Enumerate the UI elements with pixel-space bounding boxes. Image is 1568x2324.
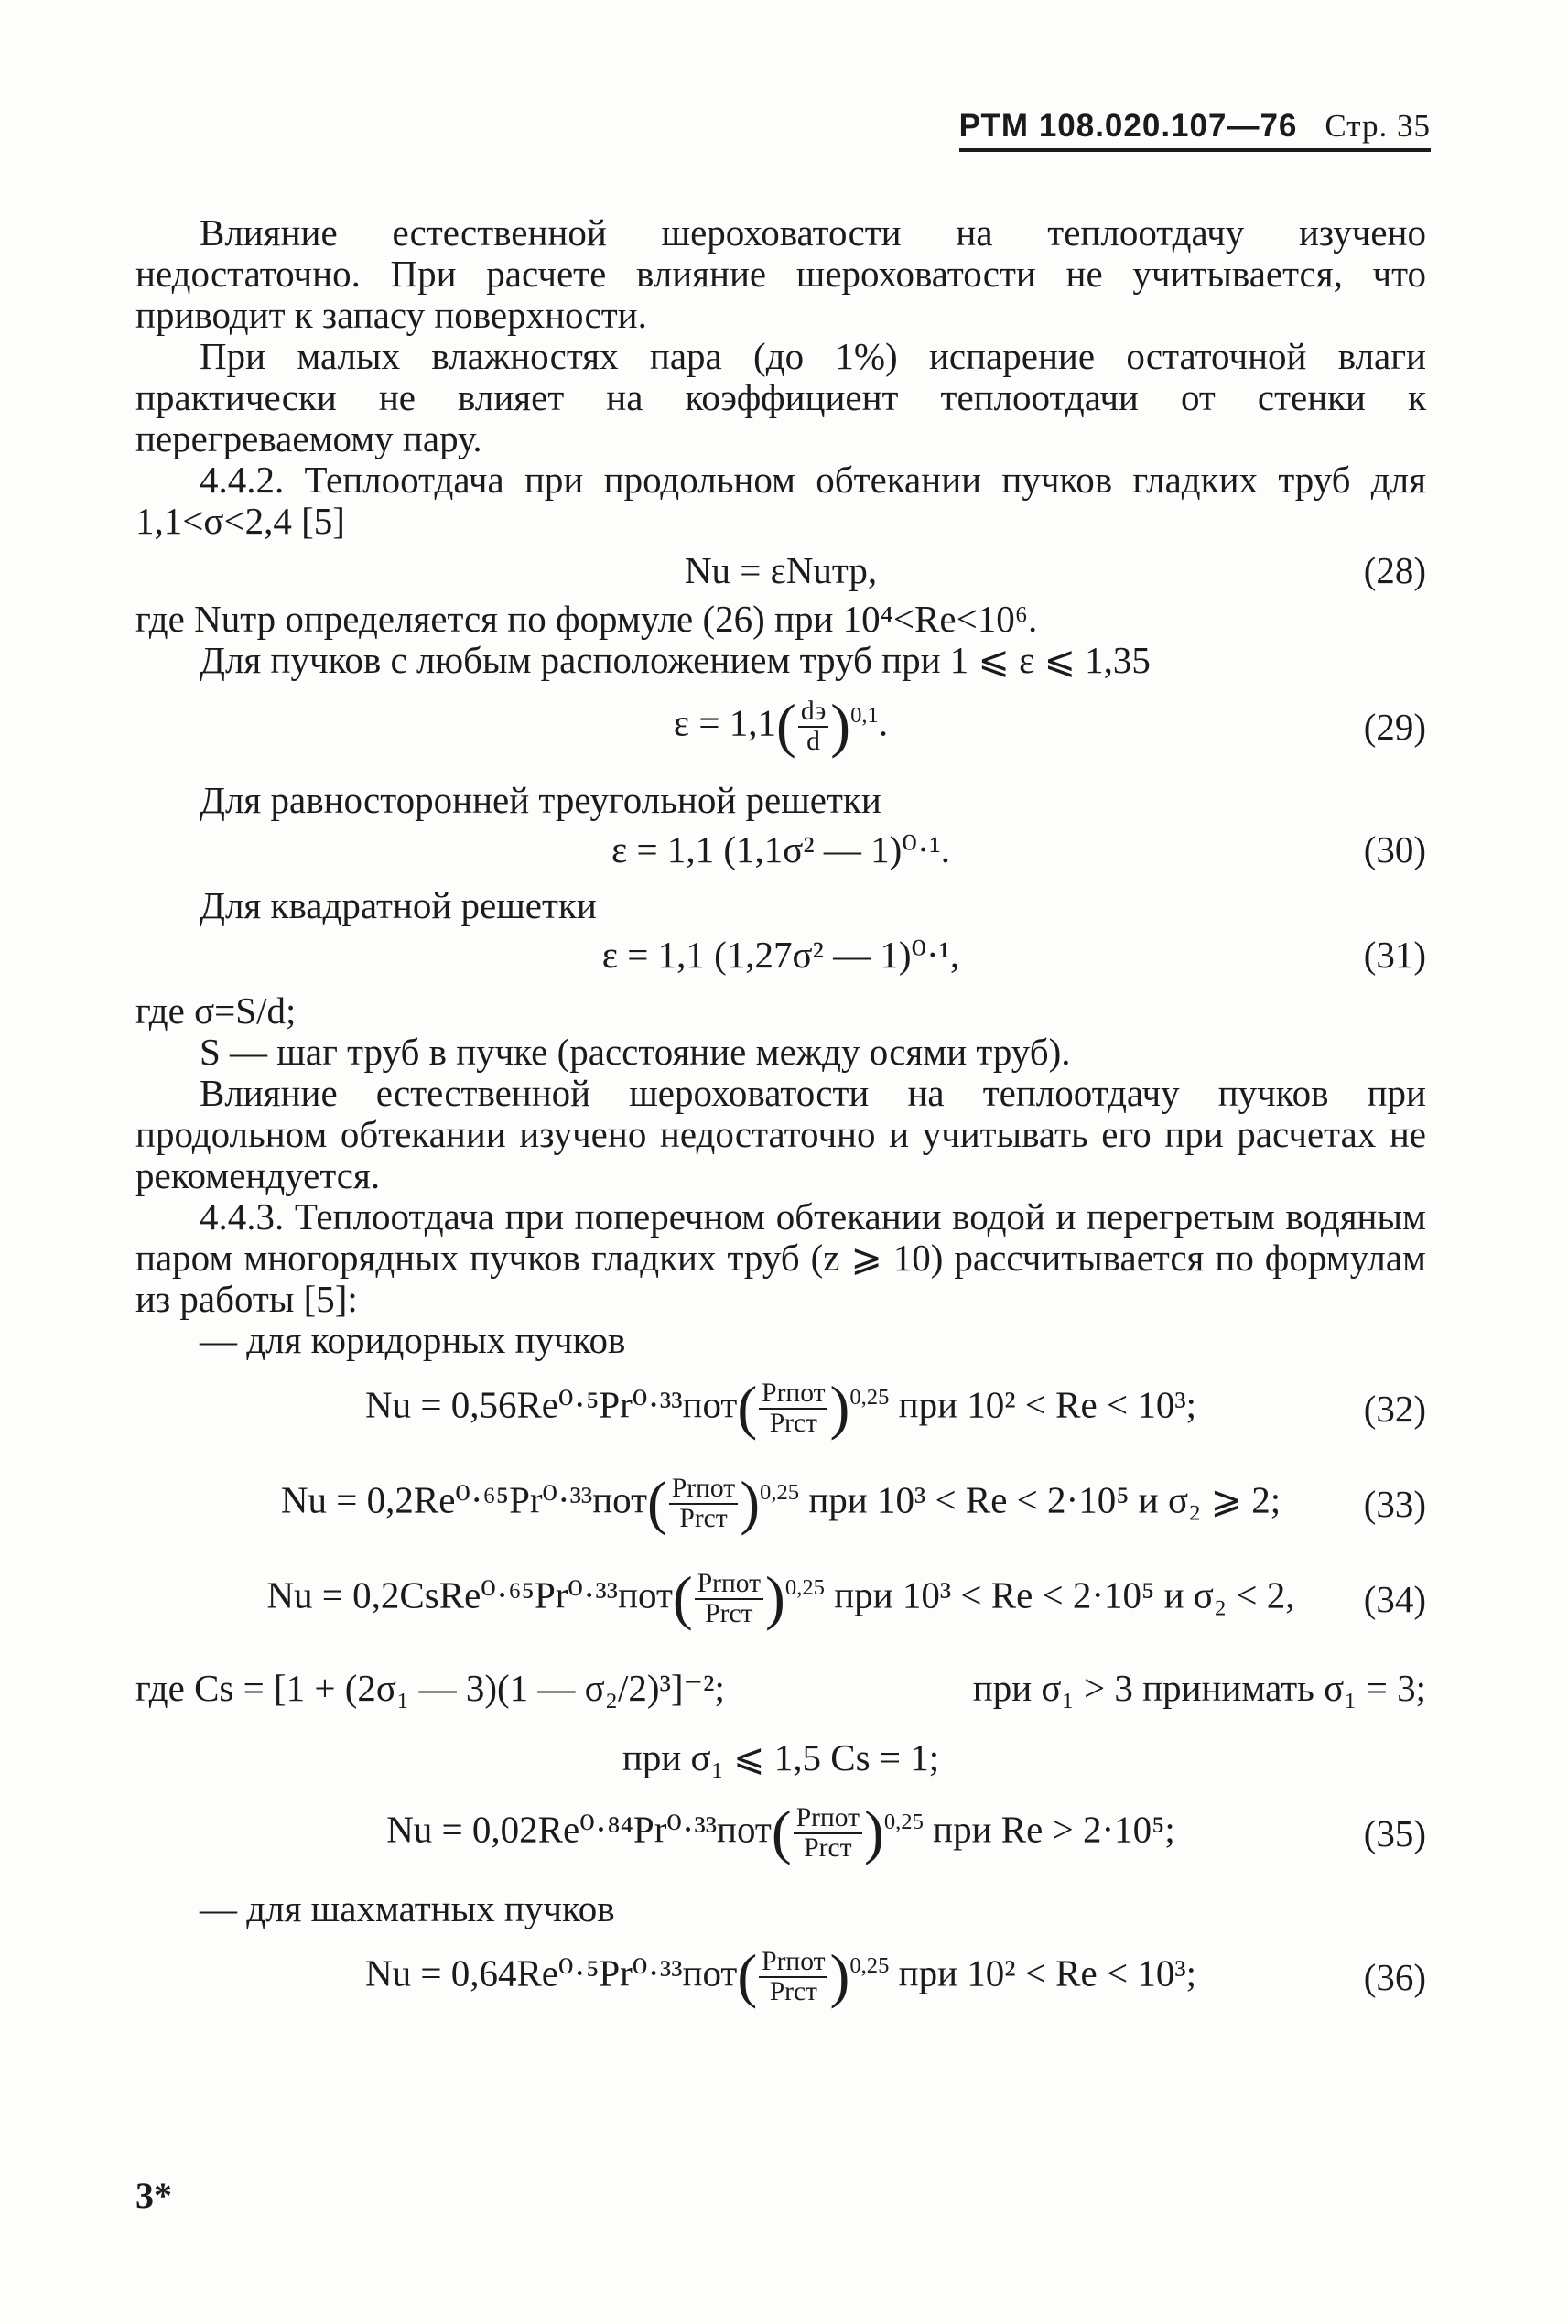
equation-number: (33) [1363, 1482, 1426, 1525]
doc-code: РТМ 108.020.107—76 [958, 108, 1298, 144]
equation-lhs: Nu = 0,2Re⁰·⁶⁵Pr⁰·³³пот [280, 1478, 648, 1521]
equation-number: (31) [1363, 933, 1426, 976]
fraction: $\frac{\text{Prпот}}{\text{Prст}}$ [695, 1570, 763, 1628]
equation-30 [135, 821, 1426, 878]
exponent: 0,25 [849, 1952, 890, 1978]
equation-number: (28) [1363, 548, 1426, 591]
paragraph-roughness: Влияние естественной шероховатости на теплоотдачу изучено недостаточно. При расчете влияние шероховатости не учитывается, что приводит к запасу поверхности. [135, 211, 1426, 336]
exponent: 0,25 [760, 1479, 800, 1505]
fraction-denominator: d [806, 727, 820, 756]
exponent: 0,25 [883, 1809, 924, 1834]
section-4-4-3: 4.4.3. Теплоотдача при поперечном обтекании водой и перегретым водяным паром многорядных пучков гладких труб (z ⩾ 10) рассчитывается по формулам из работы [5]: [135, 1195, 1426, 1320]
section-4-4-2: 4.4.2. Теплоотдача при продольном обтекании пучков гладких труб для 1,1<σ<2,4 [5] [135, 459, 1426, 542]
page-body [135, 212, 1426, 2025]
signature-mark: 3* [135, 2175, 172, 2216]
paragraph-corridor: — для коридорных пучков [200, 1319, 626, 1361]
equation-condition: при 10³ < Re < 2·10⁵ и σ₂ < 2, [834, 1573, 1295, 1616]
equation-31 [135, 926, 1426, 983]
equation-32: Nu = 0,56Re⁰·⁵Pr⁰·³³пот( $\frac{\text{Prпот}}{\text{Prст}}$ )$^{0,25}$ при 10² < Re < 10³; (32) [364, 1375, 1426, 1442]
exponent: 0,25 [784, 1574, 825, 1600]
equation-number: (36) [1363, 1955, 1426, 1998]
exponent: 0,25 [849, 1384, 890, 1410]
paragraph-s-def: S — шаг труб в пучке (расстояние между осями труб). [200, 1031, 1071, 1073]
paragraph-square: Для квадратной решетки [200, 884, 597, 926]
cs-condition: при σ₁ > 3 принимать σ₁ = 3; [972, 1666, 1426, 1709]
equation-33: Nu = 0,2Re⁰·⁶⁵Pr⁰·³³пот( $\frac{\text{Prпот}}{\text{Prст}}$ )$^{0,25}$ при 10³ < Re < 2·10⁵ и σ₂ ⩾ 2; (33) [280, 1470, 1426, 1537]
paragraph-any-layout: Для пучков с любым расположением труб при 1 ⩽ ε ⩽ 1,35 [200, 639, 1151, 681]
paragraph-nutr: где Nuтр определяется по формуле (26) при 10⁴<Re<10⁶. [135, 598, 1038, 640]
equation-36: Nu = 0,64Re⁰·⁵Pr⁰·³³пот( $\frac{\text{Prпот}}{\text{Prст}}$ )$^{0,25}$ при 10² < Re < 10³; (36) [364, 1943, 1426, 2010]
equation-number: (29) [1363, 705, 1426, 748]
equation-lhs: Nu = 0,2CsRe⁰·⁶⁵Pr⁰·³³пот [266, 1573, 673, 1616]
paragraph-sigma-def: где σ=S/d; [135, 989, 297, 1032]
running-header [959, 108, 1431, 152]
exponent: 0,1 [850, 702, 879, 728]
equation-number: (34) [1363, 1577, 1426, 1620]
fraction: $\frac{\text{Prпот}}{\text{Prст}}$ [669, 1475, 738, 1533]
cs-definition [135, 1647, 1426, 1729]
equation-number: (35) [1363, 1811, 1426, 1854]
fraction: $\frac{\text{Prпот}}{\text{Prст}}$ [759, 1948, 827, 2006]
paragraph-staggered: — для шахматных пучков [200, 1887, 615, 1929]
cs-formula: где Cs = [1 + (2σ₁ — 3)(1 — σ₂/2)³]⁻²; [135, 1666, 725, 1709]
equation-lhs: ε = 1,1 [673, 701, 776, 744]
equation-formula: ε = 1,1 (1,27σ² — 1)⁰·¹, [601, 933, 960, 976]
fraction-numerator: dэ [798, 697, 828, 728]
cs-definition-2: при σ₁ ⩽ 1,5 Cs = 1; [622, 1735, 940, 1778]
equation-35: Nu = 0,02Re⁰·⁸⁴Pr⁰·³³пот( $\frac{\text{Prпот}}{\text{Prст}}$ )$^{0,25}$ при Re > 2·10⁵; (35) [386, 1800, 1426, 1866]
equation-lhs: Nu = 0,02Re⁰·⁸⁴Pr⁰·³³пот [386, 1808, 772, 1851]
equation-condition: при 10² < Re < 10³; [898, 1951, 1197, 1994]
fraction: $\frac{\text{Prпот}}{\text{Prст}}$ [759, 1379, 827, 1438]
page-number: Стр. 35 [1325, 108, 1431, 144]
equation-formula: Nu = εNuтр, [684, 548, 878, 591]
paragraph-triangular: Для равносторонней треугольной решетки [200, 779, 881, 821]
paragraph-roughness-2: Влияние естественной шероховатости на теплоотдачу пучков при продольном обтекании изучено недостаточно и учитывать его при расчетах не рекомендуется. [135, 1072, 1426, 1196]
equation-lhs: Nu = 0,64Re⁰·⁵Pr⁰·³³пот [364, 1951, 738, 1994]
fraction: $\frac{\text{Prпот}}{\text{Prст}}$ [794, 1804, 862, 1863]
equation-lhs: Nu = 0,56Re⁰·⁵Pr⁰·³³пот [364, 1383, 738, 1426]
equation-condition: при 10³ < Re < 2·10⁵ и σ₂ ⩾ 2; [808, 1478, 1281, 1521]
paragraph-humidity: При малых влажностях пара (до 1%) испарение остаточной влаги практически не влияет на коэффициент теплоотдачи от стенки к перегреваемому пару. [135, 335, 1426, 459]
equation-condition: при Re > 2·10⁵; [933, 1808, 1175, 1851]
equation-29: ε = 1,1( $\frac{dэ}{d}$ )$^{0,1}$. (29) [673, 693, 1426, 760]
equation-condition: при 10² < Re < 10³; [898, 1383, 1197, 1426]
equation-28 [135, 542, 1426, 599]
equation-34: Nu = 0,2CsRe⁰·⁶⁵Pr⁰·³³пот( $\frac{\text{Prпот}}{\text{Prст}}$ )$^{0,25}$ при 10³ < Re < 2·10⁵ и σ₂ < 2, (34) [266, 1565, 1426, 1632]
equation-formula: ε = 1,1 (1,1σ² — 1)⁰·¹. [611, 827, 950, 870]
equation-number: (32) [1363, 1387, 1426, 1430]
fraction [798, 697, 828, 756]
equation-number: (30) [1363, 827, 1426, 870]
